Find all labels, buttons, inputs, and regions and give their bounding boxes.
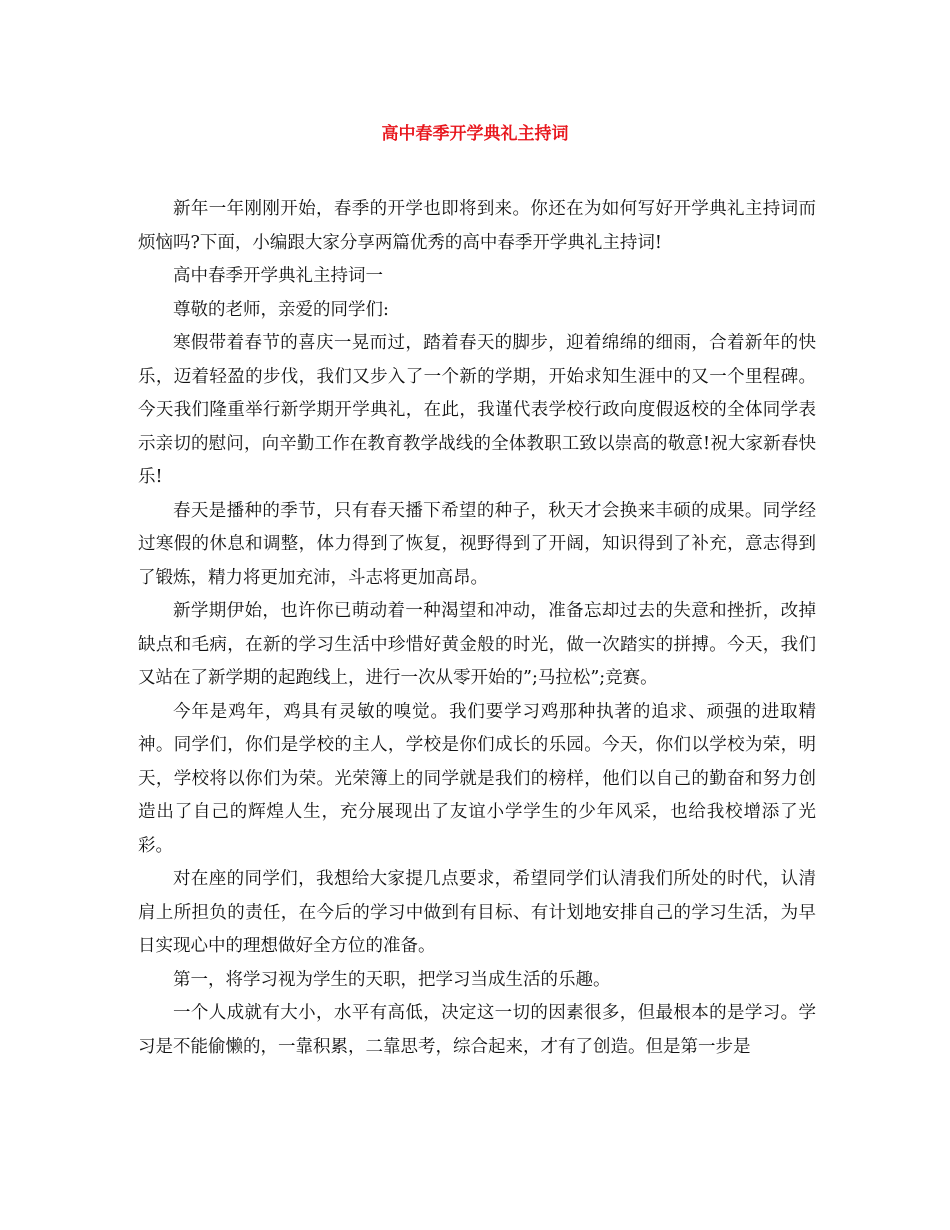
paragraph: 对在座的同学们，我想给大家提几点要求，希望同学们认清我们所处的时代，认清肩上所担负的责任，在今后的学习中做到有目标、有计划地安排自己的学习生活，为早日实现心中的理想做好全方位的准备。 — [138, 869, 816, 956]
paragraph: 一个人成就有大小，水平有高低，决定这一切的因素很多，但最根本的是学习。学习是不能偷懒的，一靠积累，二靠思考，综合起来，才有了创造。但是第一步是 — [138, 1003, 816, 1057]
salutation: 尊敬的老师，亲爱的同学们: — [173, 299, 389, 320]
document-body — [138, 193, 816, 1064]
section-heading: 高中春季开学典礼主持词一 — [173, 266, 383, 286]
paragraph: 新学期伊始，也许你已萌动着一种渴望和冲动，准备忘却过去的失意和挫折，改掉缺点和毛病，在新的学习生活中珍惜好黄金般的时光，做一次踏实的拼搏。今天，我们又站在了新学期的起跑线上，进行一次从零开始的”;马拉松”;竞赛。 — [138, 601, 816, 688]
paragraph-point-heading: 第一，将学习视为学生的天职，把学习当成生活的乐趣。 — [173, 969, 611, 990]
paragraph: 寒假带着春节的喜庆一晃而过，踏着春天的脚步，迎着绵绵的细雨，合着新年的快乐，迈着轻盈的步伐，我们又步入了一个新的学期，开始求知生涯中的又一个里程碑。今天我们隆重举行新学期开学典礼，在此，我谨代表学校行政向度假返校的全体同学表示亲切的慰问，向辛勤工作在教育教学战线的全体教职工致以崇高的敬意!祝大家新春快乐! — [138, 333, 816, 487]
paragraph-intro: 新年一年刚刚开始，春季的开学也即将到来。你还在为如何写好开学典礼主持词而烦恼吗?下面，小编跟大家分享两篇优秀的高中春季开学典礼主持词! — [138, 199, 816, 253]
document-title: 高中春季开学典礼主持词 — [381, 124, 569, 144]
paragraph: 春天是播种的季节，只有春天播下希望的种子，秋天才会换来丰硕的成果。同学经过寒假的休息和调整，体力得到了恢复，视野得到了开阔，知识得到了补充，意志得到了锻炼，精力将更加充沛，斗志将更加高昂。 — [138, 500, 816, 588]
paragraph: 今年是鸡年，鸡具有灵敏的嗅觉。我们要学习鸡那种执著的追求、顽强的进取精神。同学们，你们是学校的主人，学校是你们成长的乐园。今天，你们以学校为荣，明天，学校将以你们为荣。光荣簿上的同学就是我们的榜样，他们以自己的勤奋和努力创造出了自己的辉煌人生，充分展现出了友谊小学学生的少年风采，也给我校增添了光彩。 — [138, 701, 816, 856]
